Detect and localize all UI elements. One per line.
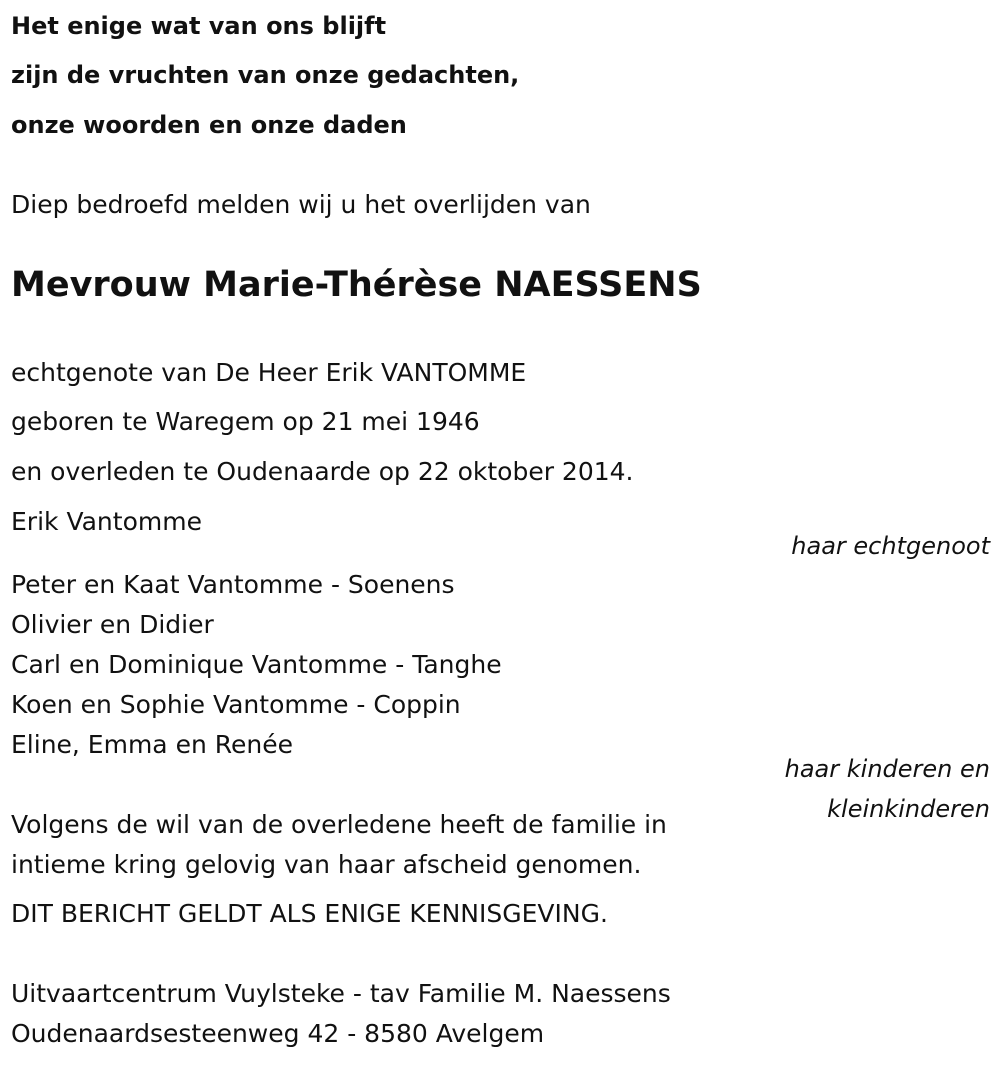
notice-line-3: DIT BERICHT GELDT ALS ENIGE KENNISGEVING. [11, 899, 608, 928]
quote-line-1: Het enige wat van ons blijft [11, 12, 387, 40]
quote-line-3: onze woorden en onze daden [11, 111, 407, 139]
address-line-2: Oudenaardsesteenweg 42 - 8580 Avelgem [11, 1019, 545, 1048]
quote-line-2: zijn de vruchten van onze gedachten, [11, 61, 520, 89]
child-line-4: Koen en Sophie Vantomme - Coppin [11, 690, 461, 719]
children-role-line-2: kleinkinderen [827, 795, 990, 823]
birth-line: geboren te Waregem op 21 mei 1946 [11, 407, 480, 436]
death-line: en overleden te Oudenaarde op 22 oktober 2014. [11, 457, 634, 486]
notice-line-1: Volgens de wil van de overledene heeft de familie in [11, 810, 667, 839]
child-line-2: Olivier en Didier [11, 610, 214, 639]
child-line-5: Eline, Emma en Renée [11, 730, 293, 759]
notice-line-2: intieme kring gelovig van haar afscheid genomen. [11, 850, 642, 879]
child-line-1: Peter en Kaat Vantomme - Soenens [11, 570, 455, 599]
intro-text: Diep bedroefd melden wij u het overlijden van [11, 190, 591, 219]
address-line-1: Uitvaartcentrum Vuylsteke - tav Familie M. Naessens [11, 979, 671, 1008]
spouse-line: echtgenote van De Heer Erik VANTOMME [11, 358, 527, 387]
child-line-3: Carl en Dominique Vantomme - Tanghe [11, 650, 502, 679]
children-role-line-1: haar kinderen en [784, 755, 990, 783]
husband-role: haar echtgenoot [791, 532, 990, 560]
deceased-name: Mevrouw Marie-Thérèse NAESSENS [11, 265, 702, 305]
husband-name: Erik Vantomme [11, 507, 202, 536]
